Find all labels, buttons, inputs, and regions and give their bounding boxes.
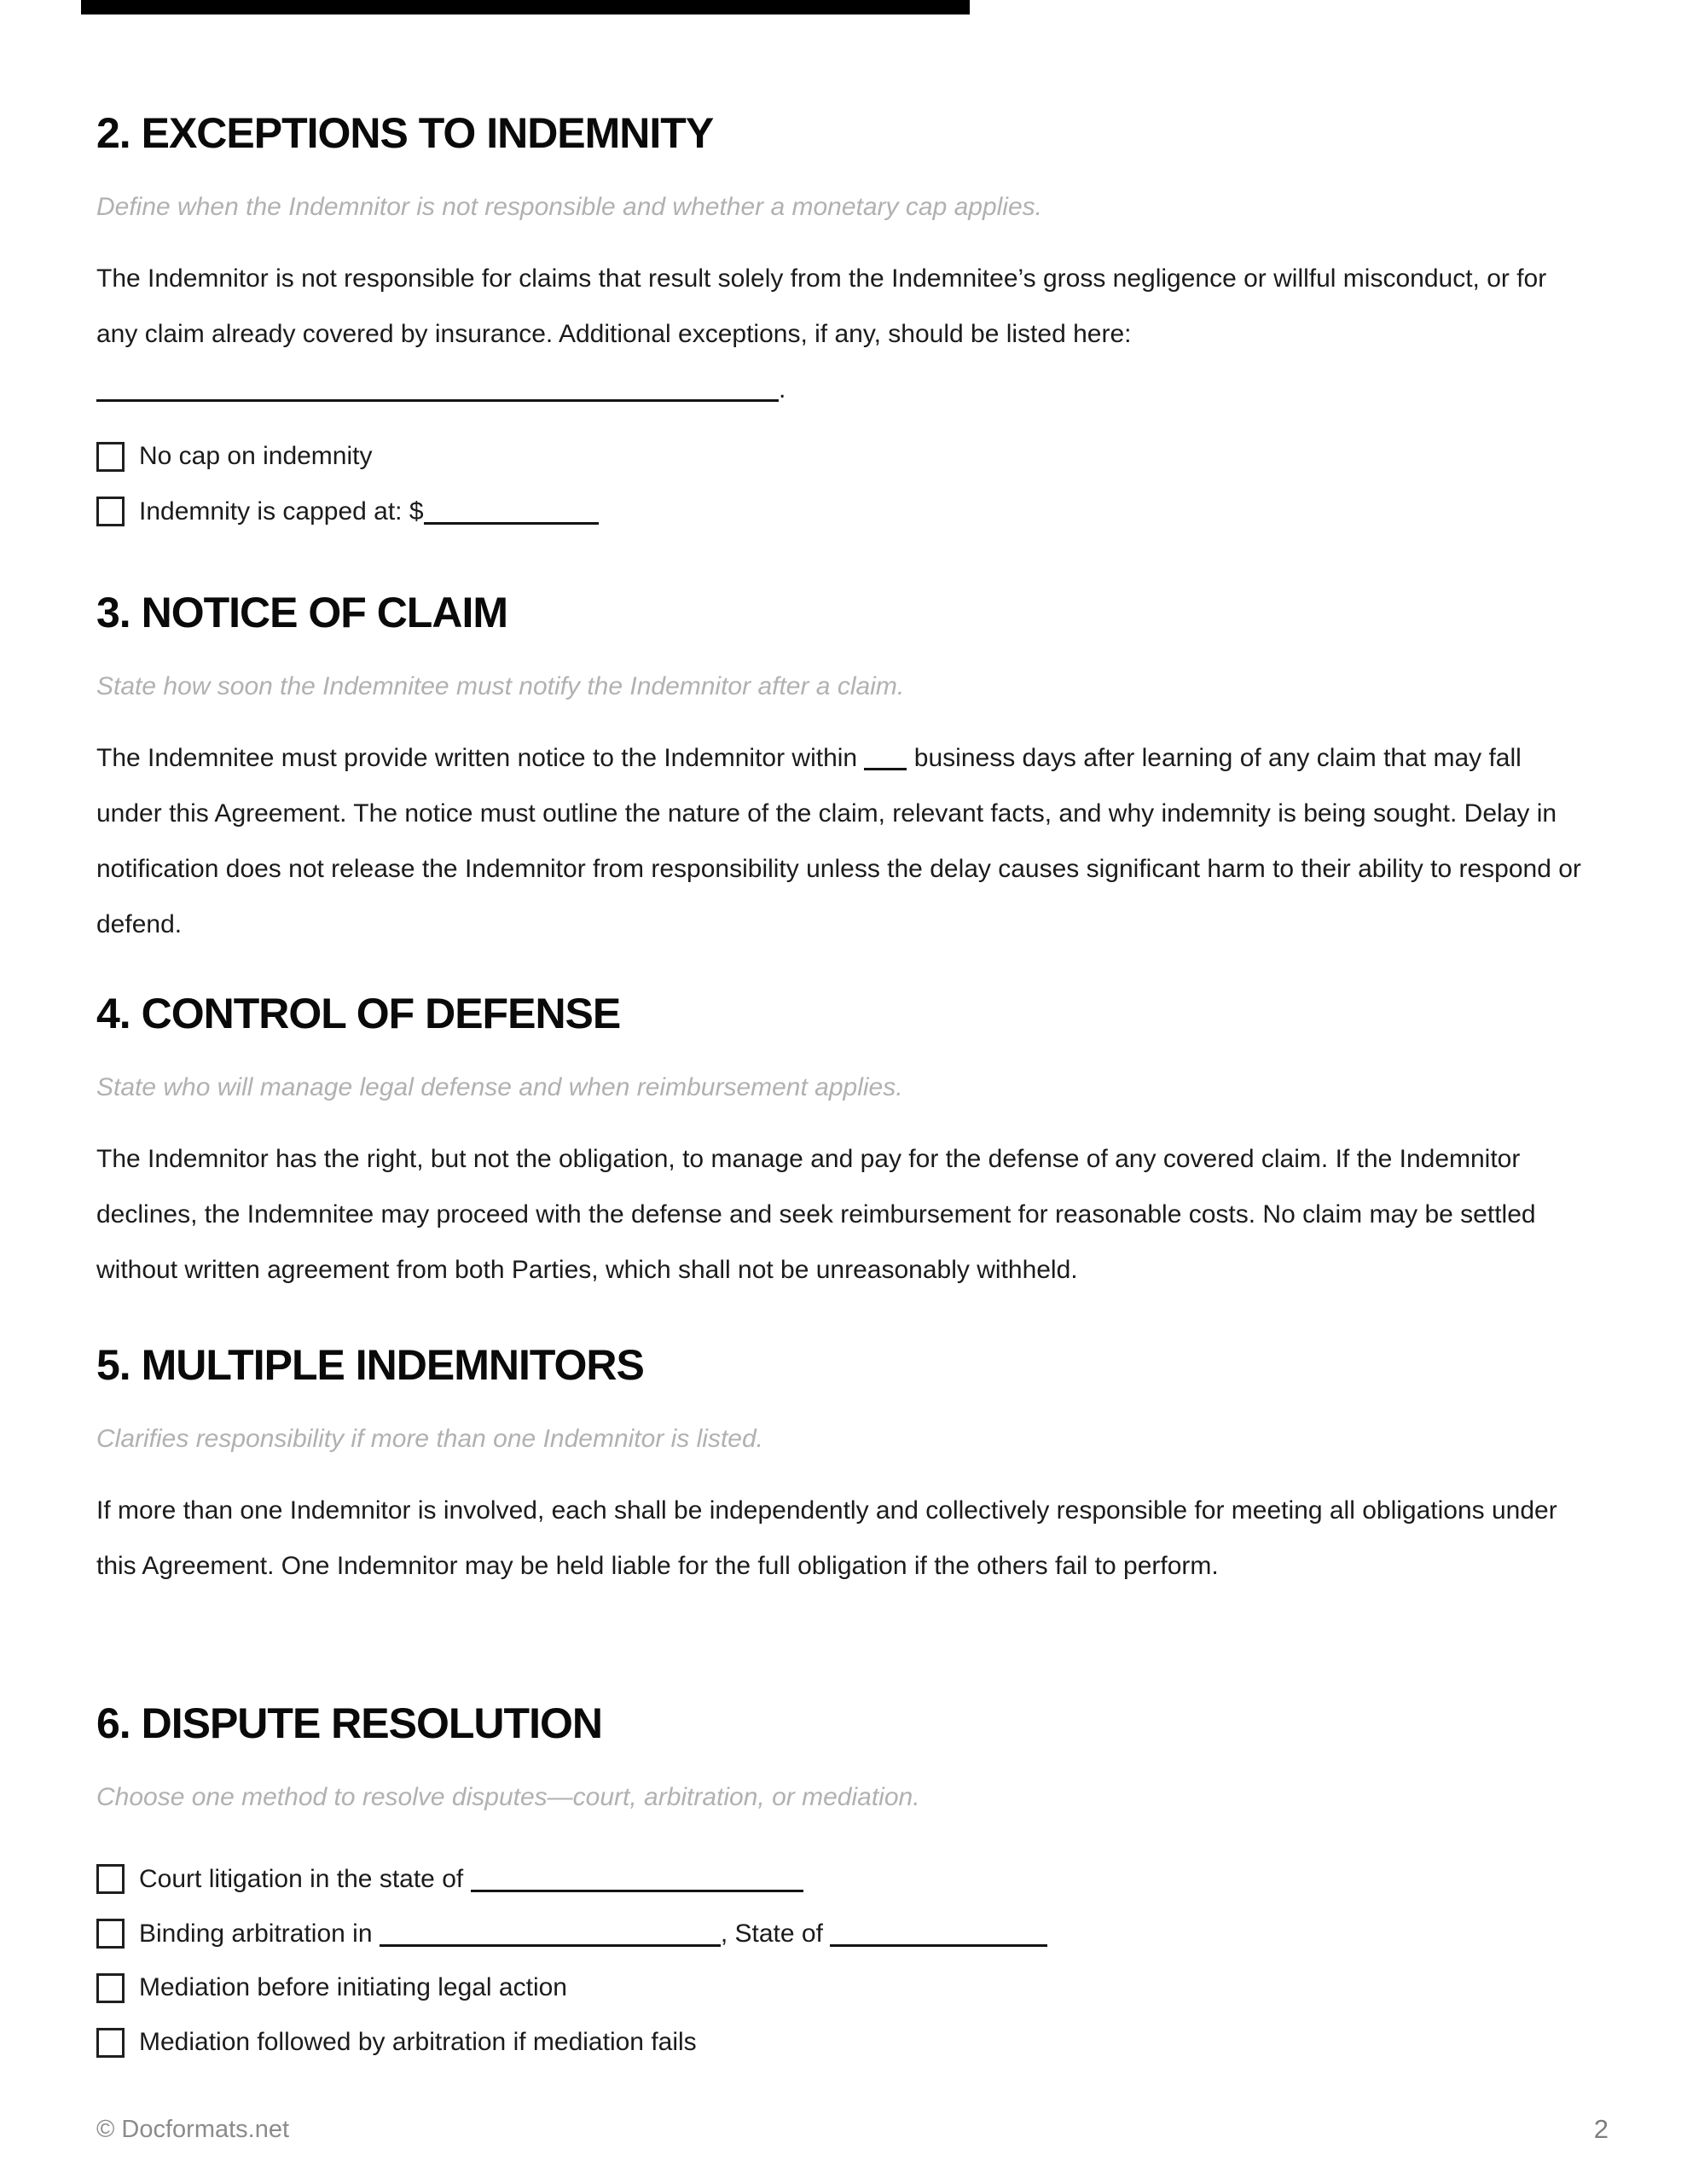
checkbox[interactable] bbox=[96, 1973, 125, 2003]
checkbox-row bbox=[96, 1851, 1593, 1906]
fill-in-blank[interactable] bbox=[471, 1864, 803, 1892]
section-subtitle: Choose one method to resolve disputes—court, arbitration, or mediation. bbox=[96, 1783, 920, 1811]
text-run: The Indemnitee must provide written notice to the Indemnitor within bbox=[96, 744, 865, 772]
section-exceptions-to-indemnity bbox=[96, 109, 1593, 538]
checkbox[interactable] bbox=[96, 1919, 125, 1949]
checkbox[interactable] bbox=[96, 442, 125, 472]
section-checklist bbox=[96, 429, 1593, 538]
section-multiple-indemnitors bbox=[96, 1341, 1593, 1594]
text-run: If more than one Indemnitor is involved, each shall be independently and collectively responsible for meeting all obligations under this Agreement. One Indemnitor may be held liable for the full obligation if the others fail to perform. bbox=[96, 1496, 1557, 1580]
section-heading: 4. CONTROL OF DEFENSE bbox=[96, 990, 621, 1037]
checkbox-row bbox=[96, 2015, 1593, 2070]
section-subtitle: State how soon the Indemnitee must notify the Indemnitor after a claim. bbox=[96, 672, 905, 700]
fill-in-blank[interactable] bbox=[830, 1919, 1047, 1947]
checkbox[interactable] bbox=[96, 1864, 125, 1894]
fill-in-blank[interactable] bbox=[380, 1919, 721, 1947]
checkbox-label bbox=[139, 497, 599, 526]
section-heading: 2. EXCEPTIONS TO INDEMNITY bbox=[96, 109, 714, 157]
section-heading: 6. DISPUTE RESOLUTION bbox=[96, 1699, 602, 1747]
section-paragraph bbox=[96, 251, 1593, 417]
fill-in-blank[interactable] bbox=[864, 742, 907, 770]
section-subtitle: Clarifies responsibility if more than one Indemnitor is listed. bbox=[96, 1425, 764, 1453]
section-checklist bbox=[96, 1851, 1593, 2070]
fill-in-blank[interactable] bbox=[96, 374, 779, 402]
checkbox-label bbox=[139, 1973, 567, 2002]
text-run: No cap on indemnity bbox=[139, 442, 373, 470]
checkbox-row bbox=[96, 484, 1593, 538]
section-paragraph bbox=[96, 1131, 1593, 1298]
text-run: Binding arbitration in bbox=[139, 1919, 380, 1948]
checkbox[interactable] bbox=[96, 2028, 125, 2058]
checkbox-row bbox=[96, 1906, 1593, 1960]
text-run: Indemnity is capped at: $ bbox=[139, 497, 424, 526]
section-heading: 3. NOTICE OF CLAIM bbox=[96, 589, 507, 636]
section-notice-of-claim bbox=[96, 589, 1593, 952]
text-run: . bbox=[779, 375, 786, 404]
checkbox-label bbox=[139, 1864, 803, 1894]
footer-page-number: 2 bbox=[1593, 2114, 1609, 2144]
text-run: Court litigation in the state of bbox=[139, 1864, 471, 1893]
checkbox-label bbox=[139, 1919, 1047, 1949]
fill-in-blank[interactable] bbox=[424, 497, 599, 525]
section-subtitle: Define when the Indemnitor is not responsible and whether a monetary cap applies. bbox=[96, 193, 1042, 221]
section-dispute-resolution bbox=[96, 1699, 1593, 2070]
checkbox-row bbox=[96, 1960, 1593, 2015]
section-heading: 5. MULTIPLE INDEMNITORS bbox=[96, 1341, 644, 1389]
section-control-of-defense bbox=[96, 990, 1593, 1298]
text-run: Mediation followed by arbitration if mediation fails bbox=[139, 2028, 697, 2056]
section-subtitle: State who will manage legal defense and when reimbursement applies. bbox=[96, 1073, 903, 1101]
top-black-bar bbox=[81, 0, 970, 15]
text-run: Mediation before initiating legal action bbox=[139, 1973, 567, 2001]
text-run: , State of bbox=[720, 1919, 831, 1948]
section-paragraph bbox=[96, 1483, 1593, 1594]
section-paragraph bbox=[96, 730, 1593, 952]
checkbox-label bbox=[139, 2028, 697, 2057]
checkbox[interactable] bbox=[96, 497, 125, 526]
text-run: business days after learning of any claim that may fall under this Agreement. The notice must outline the nature of the claim, relevant facts, and why indemnity is being sought. Delay in notification does not release the Indemnitor from responsibility unless the delay causes significant harm to their ability to respond or defend. bbox=[96, 744, 1581, 938]
text-run: The Indemnitor is not responsible for claims that result solely from the Indemnitee’s gross negligence or willful misconduct, or for any claim already covered by insurance. Additional exceptions, if any, should be listed here: bbox=[96, 264, 1547, 348]
footer-copyright: © Docformats.net bbox=[96, 2116, 290, 2143]
checkbox-label bbox=[139, 442, 373, 471]
text-run: The Indemnitor has the right, but not the obligation, to manage and pay for the defense of any covered claim. If the Indemnitor declines, the Indemnitee may proceed with the defense and seek reimbursement for reasonable costs. No claim may be settled without written agreement from both Parties, which shall not be unreasonably withheld. bbox=[96, 1145, 1536, 1284]
checkbox-row bbox=[96, 429, 1593, 484]
